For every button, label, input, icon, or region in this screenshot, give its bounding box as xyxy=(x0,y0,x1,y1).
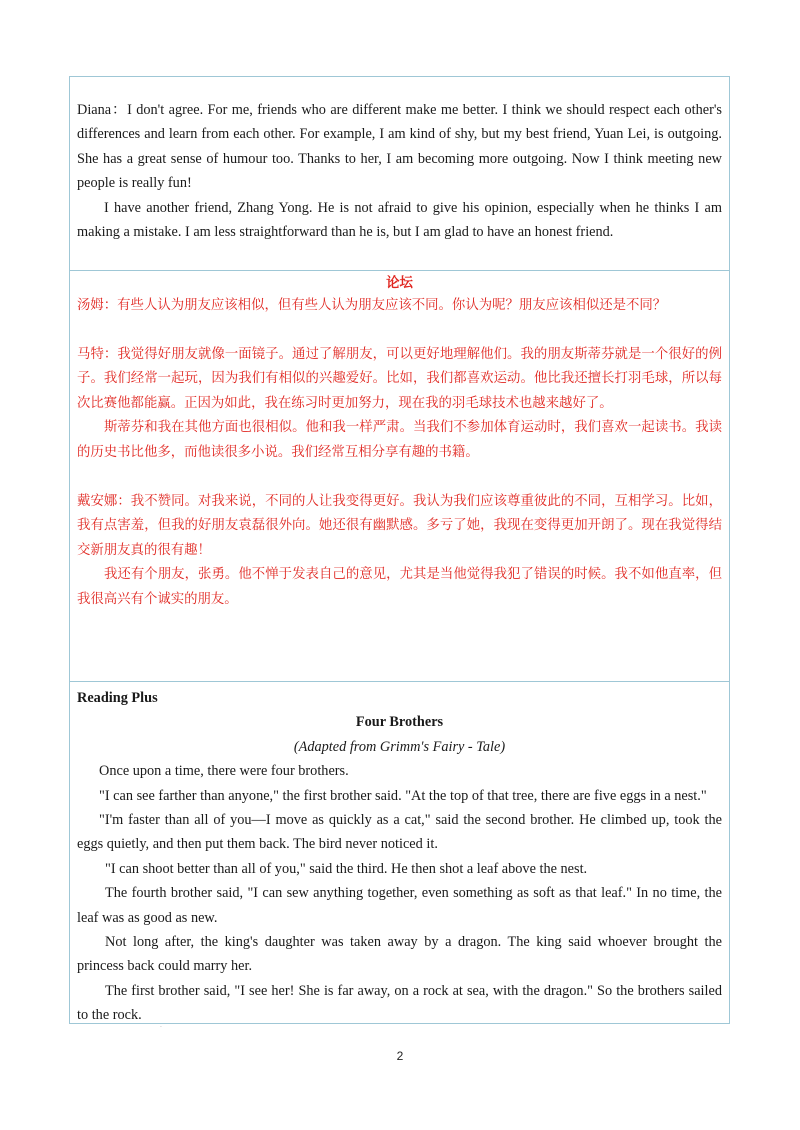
page-number: 2 xyxy=(396,1049,404,1063)
diana-english-cell xyxy=(70,77,729,271)
forum-matt-paragraph-2: 斯蒂芬和我在其他方面也很相似。他和我一样严肃。当我们不参加体育运动时，我们喜欢一起读书。我读的历史书比他多，而他读很多小说。我们经常互相分享有趣的书籍。 xyxy=(77,420,722,460)
story-paragraph: Not long after, the king's daughter was taken away by a dragon. The king said whoever brought the princess back could marry her. xyxy=(77,934,722,975)
story-paragraph: Once upon a time, there were four brothers. xyxy=(99,763,349,780)
story-paragraph: "I'm faster than all of you—I move as quickly as a cat," said the second brother. He climbed up, took the eggs quietly, and then put them back. The bird never noticed it. xyxy=(77,812,722,853)
scan-speck: . xyxy=(160,1022,162,1029)
forum-diana-paragraph-1: 戴安娜：我不赞同。对我来说，不同的人让我变得更好。我认为我们应该尊重彼此的不同，互相学习。比如，我有点害羞，但我的好朋友袁磊很外向。她还很有幽默感。多亏了她，我现在变得更加开朗了。现在我觉得结交新朋友真的很有趣！ xyxy=(77,493,722,558)
story-paragraph: The fourth brother said, "I can sew anything together, even something as soft as that leaf." In no time, the leaf was as good as new. xyxy=(77,885,722,926)
forum-matt-paragraph-1: 马特：我觉得好朋友就像一面镜子。通过了解朋友，可以更好地理解他们。我的朋友斯蒂芬就是一个很好的例子。我们经常一起玩，因为我们有相似的兴趣爱好。比如，我们都喜欢运动。他比我还擅长打羽毛球，所以每次比赛他都能赢。正因为如此，我在练习时更加努力，现在我的羽毛球技术也越来越好了。 xyxy=(77,346,722,411)
story-paragraph: "I can shoot better than all of you," said the third. He then shot a leaf above the nest. xyxy=(105,860,588,877)
story-title: Four Brothers xyxy=(355,714,444,731)
reading-plus-label: Reading Plus xyxy=(77,690,158,706)
forum-title: 论坛 xyxy=(386,276,413,291)
forum-translation-cell xyxy=(70,271,729,682)
story-paragraph: The first brother said, "I see her! She is far away, on a rock at sea, with the dragon." So the brothers sailed to the rock. xyxy=(77,982,722,1024)
forum-diana-paragraph-2: 我还有个朋友，张勇。他不惮于发表自己的意见，尤其是当他觉得我犯了错误的时候。我不如他直率，但我很高兴有个诚实的朋友。 xyxy=(77,567,722,607)
content-table xyxy=(69,76,730,1024)
forum-tom-question: 汤姆：有些人认为朋友应该相似，但有些人认为朋友应该不同。你认为呢？朋友应该相似还是不同？ xyxy=(77,298,667,313)
reading-plus-cell xyxy=(70,682,729,1023)
diana-paragraph-2: I have another friend, Zhang Yong. He is not afraid to give his opinion, especially when he thinks I am making a mistake. I am less straightforward than he is, but I am glad to have an honest friend. xyxy=(77,199,722,241)
diana-paragraph-1: Diana：I don't agree. For me, friends who are different make me better. I think we should respect each other's differences and learn from each other. For example, I am kind of shy, but my best friend, Yuan Lei, is outgoing. She has a great sense of humour too. Thanks to her, I am becoming more outgoing. Now I think meeting new people is really fun! xyxy=(77,102,722,192)
story-paragraph: "I can see farther than anyone," the first brother said. "At the top of that tree, there are five eggs in a nest." xyxy=(99,787,707,804)
story-subtitle: (Adapted from Grimm's Fairy - Tale) xyxy=(293,738,506,755)
